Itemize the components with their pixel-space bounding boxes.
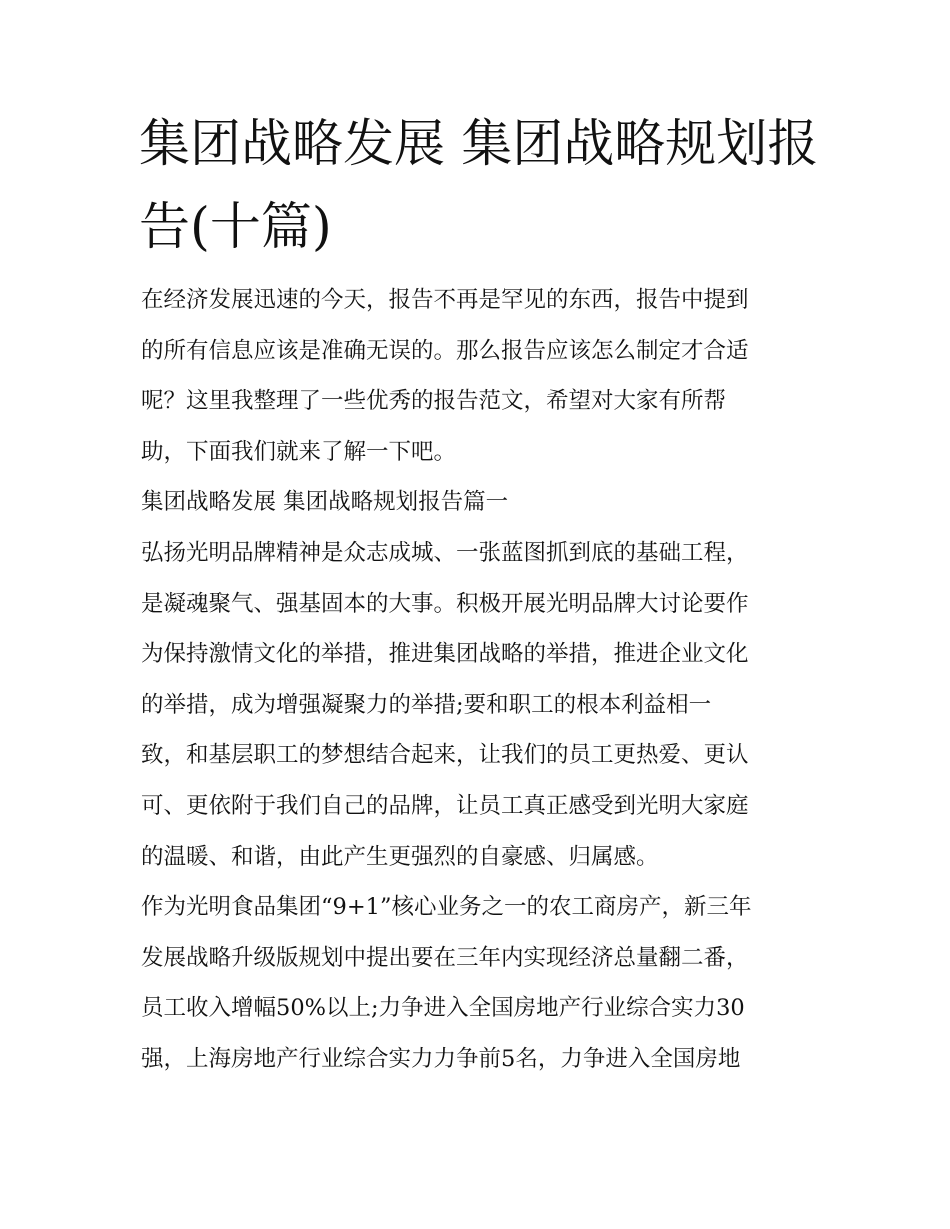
text-line: 弘扬光明品牌精神是众志成城、一张蓝图抓到底的基础工程， [141,539,749,566]
text-line: 作为光明食品集团“9+1”核心业务之一的农工商房产，新三年 [141,894,752,921]
text-line: 员工收入增幅50%以上;力争进入全国房地产行业综合实力30 [141,995,745,1022]
text-line: 助，下面我们就来了解一下吧。 [141,438,457,465]
text-line: 是凝魂聚气、强基固本的大事。积极开展光明品牌大讨论要作 [141,590,749,617]
text-line: 的举措，成为增强凝聚力的举措;要和职工的根本利益相一 [141,691,712,718]
text-line: 的所有信息应该是准确无误的。那么报告应该怎么制定才合适 [141,337,749,364]
title-line: 集团战略发展 集团战略规划报 [139,115,819,174]
text-line: 致，和基层职工的梦想结合起来，让我们的员工更热爱、更认 [141,742,749,769]
text-line: 发展战略升级版规划中提出要在三年内实现经济总量翻二番， [141,944,749,971]
paragraph-1 [141,528,752,882]
text-line: 的温暖、和谐，由此产生更强烈的自豪感、归属感。 [141,843,659,870]
document-title [139,103,818,269]
document-body [141,275,752,1085]
text-line: 在经济发展迅速的今天，报告不再是罕见的东西，报告中提到 [141,287,749,313]
text-line: 强，上海房地产行业综合实力力争前5名，力争进入全国房地 [141,1045,741,1072]
text-line: 呢？这里我整理了一些优秀的报告范文，希望对大家有所帮 [141,388,727,415]
intro-paragraph [141,275,752,477]
title-line: 告(十篇) [139,198,332,257]
text-line: 为保持激情文化的举措，推进集团战略的举措，推进企业文化 [141,641,749,668]
paragraph-2 [141,882,752,1084]
section-heading: 集团战略发展 集团战略规划报告篇一 [141,489,509,516]
text-line: 可、更依附于我们自己的品牌，让员工真正感受到光明大家庭 [141,792,749,819]
